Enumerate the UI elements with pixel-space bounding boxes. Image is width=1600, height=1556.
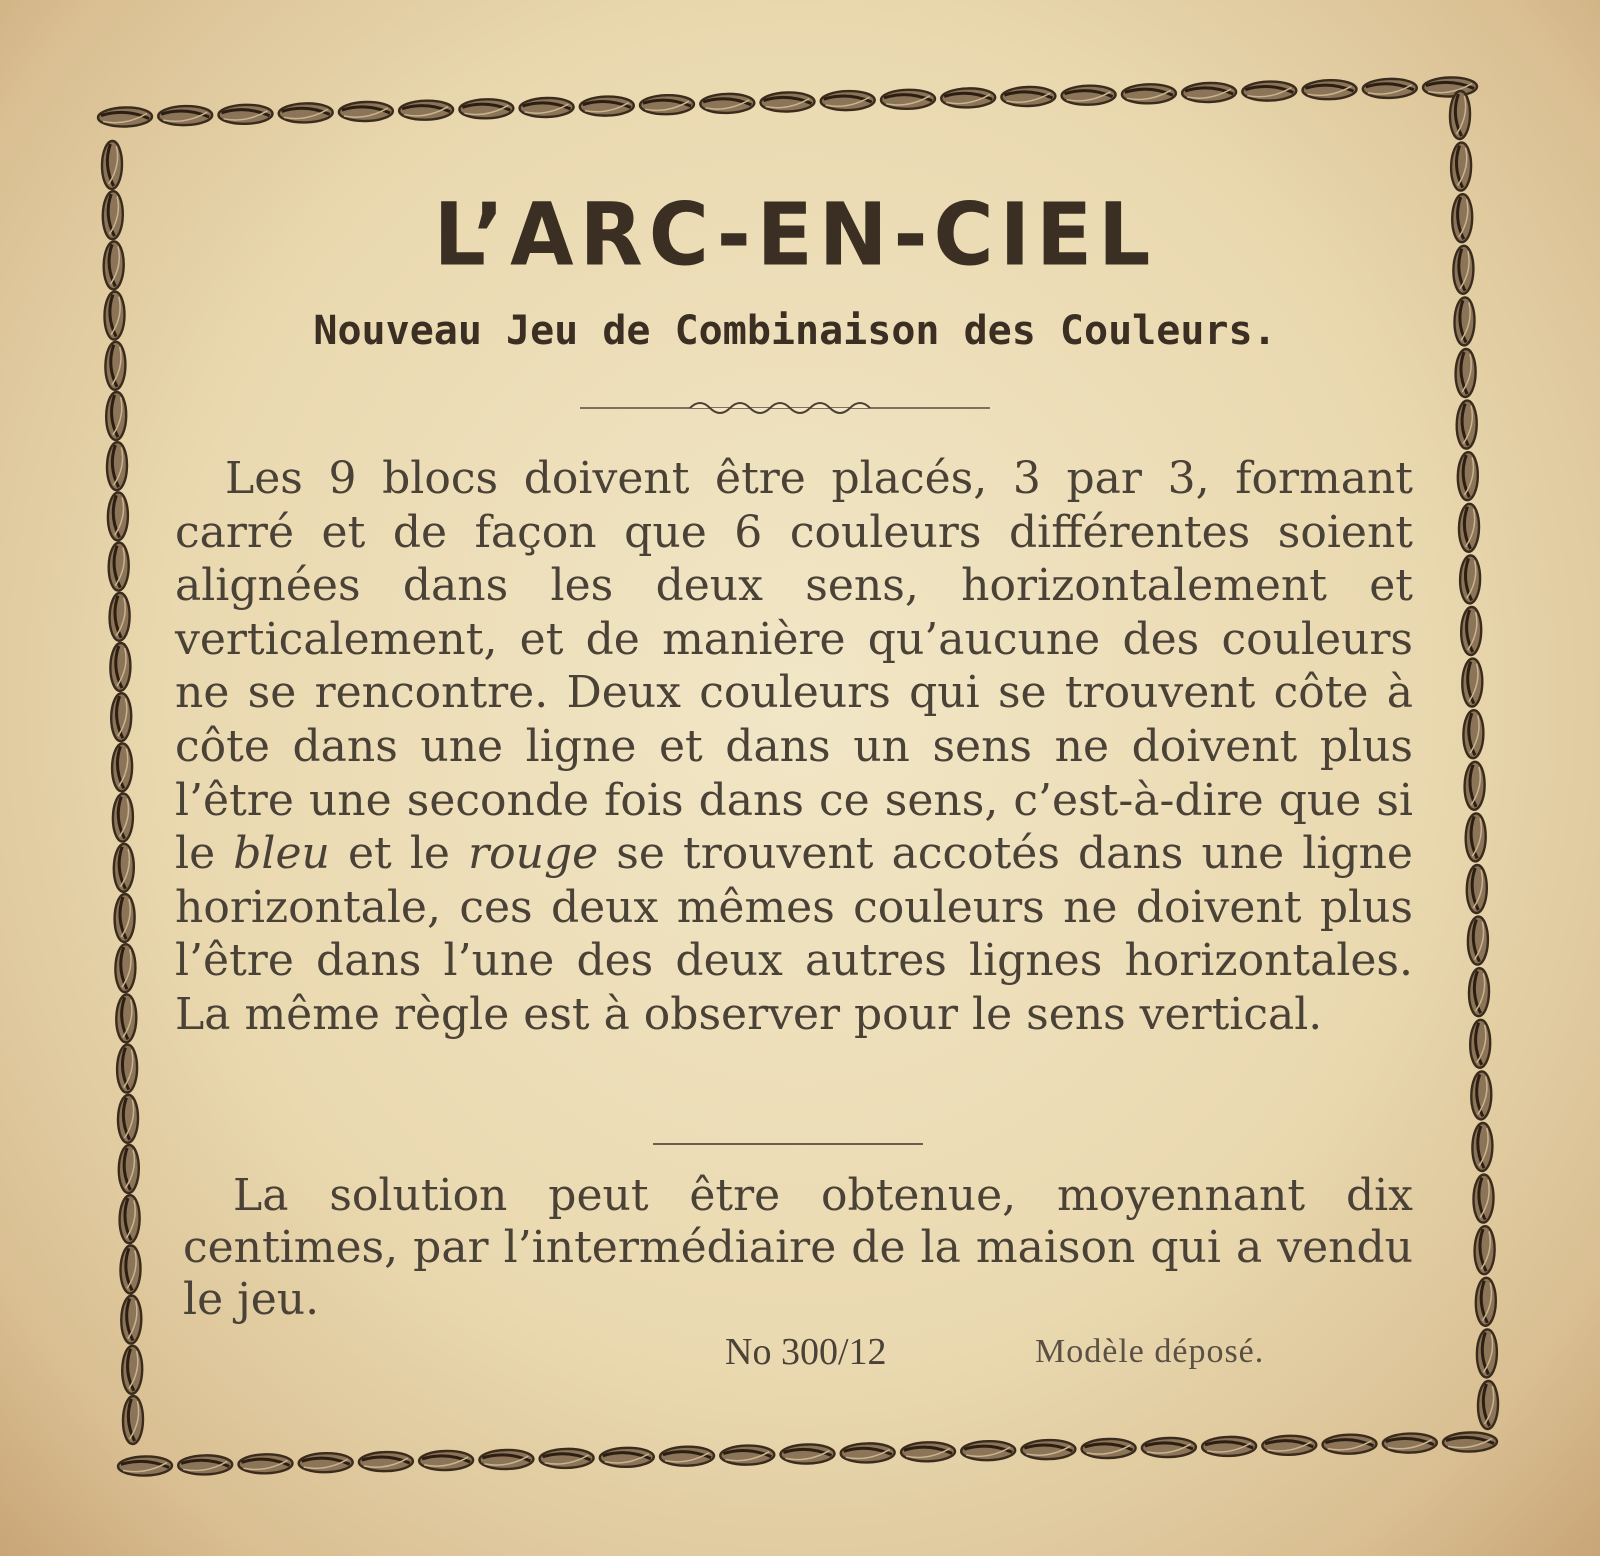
solution-text: La solution peut être obtenue, moyennant dix centimes, par l’intermédiaire de la maison qui a vendu le jeu.	[183, 1170, 1413, 1325]
section-divider	[653, 1143, 923, 1145]
rules-text-part3: se trouvent accotés dans une ligne horizontale, ces deux mêmes couleurs ne doivent plus l’être dans l’une des deux autres lignes horizontales. La même règle est à observer pour le sens vertical.	[175, 828, 1413, 1040]
rules-text-part1: Les 9 blocs doivent être placés, 3 par 3, formant carré et de façon que 6 couleurs différentes soient alignées dans les deux sens, horizontalement et verticalement, et de manière qu’aucune des couleurs ne se rencontre. Deux couleurs qui se trouvent côte à côte dans une ligne et dans un sens ne doivent plus l’être une seconde fois dans ce sens, c’est-à-dire que si le	[175, 453, 1413, 880]
game-title: L’ARC-EN-CIEL	[433, 185, 1157, 286]
rules-text-part2: et le	[348, 828, 450, 880]
game-subtitle: Nouveau Jeu de Combinaison des Couleurs.	[313, 308, 1277, 354]
flourish-divider-icon	[580, 396, 990, 420]
color-word-blue: bleu	[233, 828, 330, 880]
rules-paragraph	[175, 452, 1413, 1042]
registered-design-label: Modèle déposé.	[1035, 1333, 1265, 1370]
solution-paragraph	[183, 1170, 1413, 1326]
catalog-number: No 300/12	[725, 1331, 887, 1373]
card-content	[175, 150, 1415, 1390]
color-word-red: rouge	[468, 828, 599, 880]
